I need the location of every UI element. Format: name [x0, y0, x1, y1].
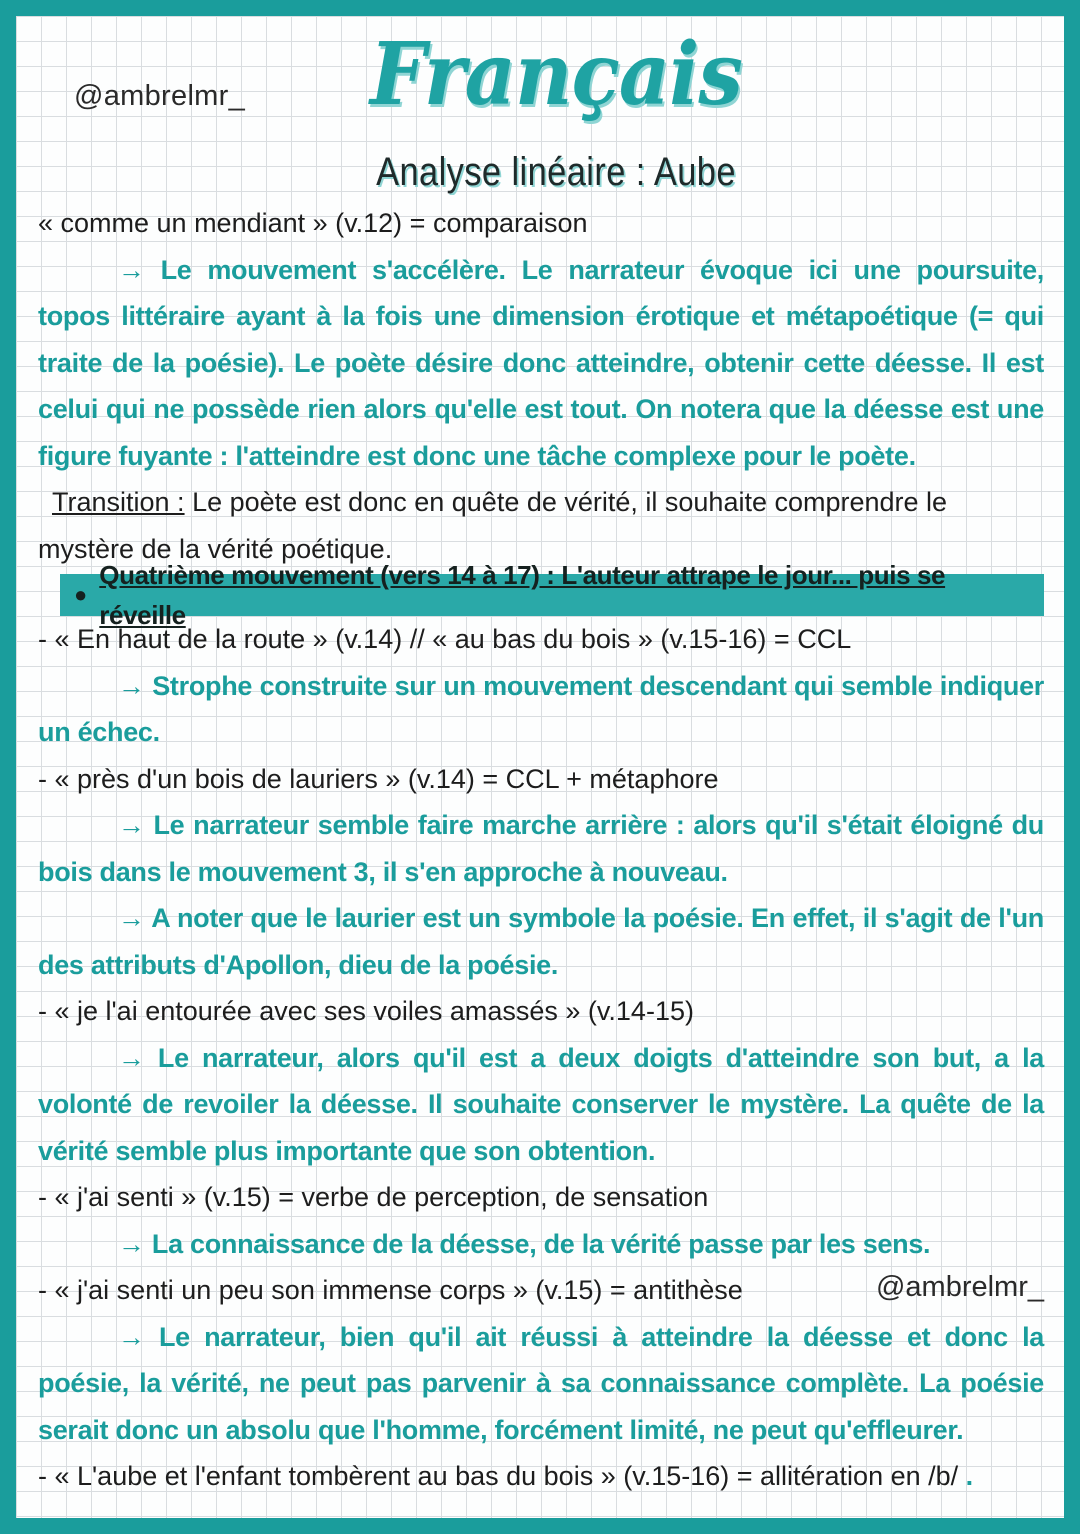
arrow-right-icon: →: [118, 1228, 145, 1259]
author-handle-mid: @ambrelmr_: [875, 1271, 1044, 1303]
section-heading: ● Quatrième mouvement (vers 14 à 17) : L'auteur attrape le jour... puis se réveille: [60, 574, 1044, 616]
page-subtitle: Analyse linéaire : Aube: [376, 150, 736, 194]
quote-line: - « j'ai senti un peu son immense corps » (v.15) = antithèse: [38, 1275, 743, 1305]
explanation-paragraph: → Strophe construite sur un mouvement descendant qui semble indiquer un échec.: [38, 663, 1044, 756]
quote-line: « comme un mendiant » (v.12) = comparaison: [38, 208, 588, 238]
explanation-paragraph: → A noter que le laurier est un symbole la poésie. En effet, il s'agit de l'un des attributs d'Apollon, dieu de la poésie.: [38, 895, 1044, 988]
transition-label: Transition :: [52, 487, 185, 517]
explanation-paragraph: → Le mouvement s'accélère. Le narrateur évoque ici une poursuite, topos littéraire ayant à la fois une dimension érotique et métapoétique (= qui traite de la poésie). Le poète désire donc atteindre, obtenir cette déesse. Il est celui qui ne possède rien alors qu'elle est tout. On notera que la déesse est une figure fuyante : l'atteindre est donc une tâche complexe pour le poète.: [38, 247, 1044, 480]
explanation-paragraph: → La connaissance de la déesse, de la vérité passe par les sens.: [38, 1221, 1044, 1268]
quote-line: - « j'ai senti » (v.15) = verbe de perception, de sensation: [38, 1182, 709, 1212]
arrow-right-icon: →: [118, 810, 145, 840]
arrow-right-icon: →: [118, 1042, 145, 1073]
arrow-right-icon: →: [118, 1321, 145, 1352]
page-title: Français: [370, 24, 742, 125]
transition-paragraph: Transition : Le poète est donc en quête de vérité, il souhaite comprendre le mystère de la vérité poétique.: [38, 487, 948, 564]
end-mark: .: [965, 1461, 974, 1491]
notes-content: [38, 200, 1044, 1500]
explanation-paragraph: → Le narrateur, bien qu'il ait réussi à atteindre la déesse et donc la poésie, la vérité, ne peut pas parvenir à sa connaissance complète. La poésie serait donc un absolu que l'homme, forcément limité, ne peut qu'effleurer.: [38, 1314, 1044, 1454]
arrow-right-icon: →: [118, 254, 145, 285]
quote-line: - « L'aube et l'enfant tombèrent au bas du bois » (v.15-16) = allitération en /b/ .: [38, 1461, 974, 1491]
quote-line: - « En haut de la route » (v.14) // « au bas du bois » (v.15-16) = CCL: [38, 624, 852, 654]
notebook-sheet: [16, 16, 1064, 1518]
explanation-paragraph: → Le narrateur semble faire marche arrière : alors qu'il s'était éloigné du bois dans le mouvement 3, il s'en approche à nouveau.: [38, 802, 1044, 895]
quote-line: - « je l'ai entourée avec ses voiles amassés » (v.14-15): [38, 996, 694, 1026]
explanation-paragraph: → Le narrateur, alors qu'il est a deux doigts d'atteindre son but, a la volonté de revoiler la déesse. Il souhaite conserver le mystère. La quête de la vérité semble plus importante que son obtention.: [38, 1035, 1044, 1175]
arrow-right-icon: →: [118, 903, 145, 933]
author-handle-top: @ambrelmr_: [74, 80, 246, 112]
arrow-right-icon: →: [118, 670, 145, 701]
quote-line: - « près d'un bois de lauriers » (v.14) = CCL + métaphore: [38, 763, 719, 794]
bullet-icon: ●: [74, 582, 88, 607]
